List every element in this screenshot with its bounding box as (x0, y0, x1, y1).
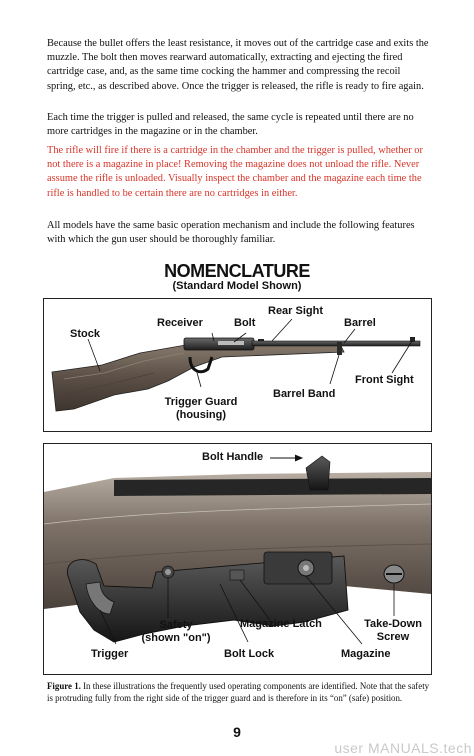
figure-caption-label: Figure 1. (47, 681, 81, 691)
trigger-guard-label (156, 396, 246, 422)
front-sight-label: Front Sight (355, 374, 414, 386)
barrel-label: Barrel (344, 317, 376, 329)
safety-label (138, 619, 214, 645)
figure-caption (47, 681, 432, 704)
nomenclature-subtitle: (Standard Model Shown) (172, 280, 302, 292)
bolt-label: Bolt (234, 317, 256, 329)
bolt-lock-label: Bolt Lock (224, 648, 275, 660)
take-down-screw-label-line2: Screw (376, 631, 410, 643)
watermark: user MANUALS.tech (334, 740, 472, 756)
paragraph-models: All models have the same basic operation mechanism and include the following features with which the gun user should be thoroughly familiar. (47, 220, 415, 246)
stock-label: Stock (70, 328, 100, 340)
rear-sight-label: Rear Sight (268, 305, 324, 317)
page-number: 9 (233, 724, 241, 740)
trigger-assembly-figure (43, 443, 432, 675)
receiver-label: Receiver (157, 317, 203, 329)
magazine-label: Magazine (341, 648, 391, 660)
trigger-guard-label-line1: Trigger Guard (164, 396, 238, 408)
nomenclature-title: NOMENCLATURE (164, 261, 310, 281)
bolt-handle-label: Bolt Handle (202, 451, 264, 463)
paragraph-repeat-cycle: Each time the trigger is pulled and released, the same cycle is repeated until there are no more cartridges in the magazine or in the chamber. (47, 112, 414, 138)
take-down-screw-label-line1: Take-Down (364, 618, 422, 630)
warning-paragraph: The rifle will fire if there is a cartridge in the chamber and the trigger is pulled, whether or not there is a magazine in place! Removing the magazine does not unload the rifle. Never assume the rifle is unloaded. Visually inspect the chamber and the magazine each time the rifle is handled to be certain there are no cartridges in either. (47, 145, 423, 199)
rifle-side-view-figure (43, 298, 432, 432)
take-down-screw-label (360, 618, 426, 644)
barrel-band-label: Barrel Band (273, 388, 336, 400)
safety-label-line1: Safety (159, 619, 193, 631)
trigger-guard-label-line2: (housing) (175, 409, 227, 421)
trigger-label: Trigger (91, 648, 129, 660)
magazine-latch-label: Magazine Latch (240, 618, 322, 630)
safety-label-line2: (shown "on") (141, 632, 211, 644)
figure-caption-text: In these illustrations the frequently used operating components are identified. Note that the safety is protruding fully from the right side of the trigger guard and is therefore in its “on” (safe) position. (47, 681, 430, 703)
paragraph-operation-cycle: Because the bullet offers the least resistance, it moves out of the cartridge case and exits the muzzle. The bolt then moves rearward automatically, extracting and ejecting the fired cartridge case, and, as the same time cocking the hammer and compressing the recoil spring, etc., as described above. Once the trigger is released, the rifle is ready to fire again. (47, 38, 429, 92)
